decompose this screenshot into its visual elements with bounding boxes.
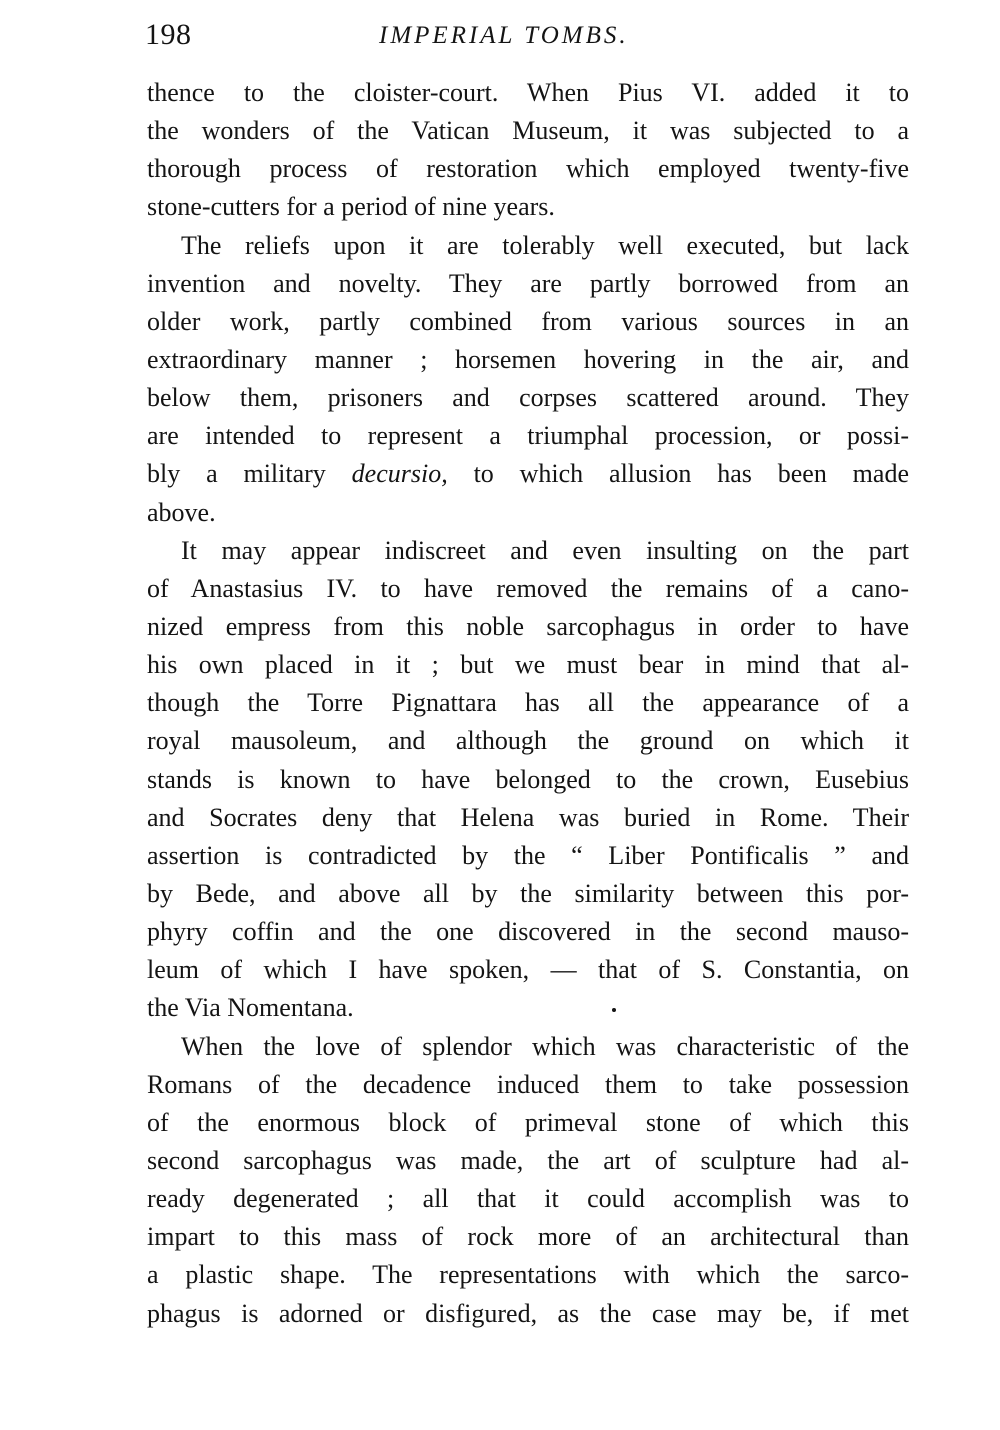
text-line: extraordinary manner ; horsemen hovering in the air, and: [147, 344, 909, 374]
paragraph-1: [147, 74, 909, 227]
text-line: his own placed in it ; but we must bear in mind that al-: [147, 650, 909, 680]
page-header: [143, 18, 913, 58]
text-line: above.: [147, 497, 216, 527]
text-line: though the Torre Pignattara has all the appearance of a: [147, 688, 909, 718]
text-line: below them, prisoners and corpses scattered around. They: [147, 383, 909, 413]
text-line: ready degenerated ; all that it could accomplish was to: [147, 1184, 909, 1214]
text-line: by Bede, and above all by the similarity between this por-: [147, 878, 909, 908]
text-line: invention and novelty. They are partly borrowed from an: [147, 268, 909, 298]
text-line: stands is known to have belonged to the crown, Eusebius: [147, 764, 909, 794]
paragraph-2: [147, 227, 909, 532]
text-line: When the love of splendor which was characteristic of the: [181, 1031, 909, 1061]
text-line: thence to the cloister-court. When Pius VI. added it to: [147, 78, 909, 107]
text-line: thorough process of restoration which employed twenty-five: [147, 154, 909, 184]
text-line: stone-cutters for a period of nine years.: [147, 192, 555, 222]
text-line: and Socrates deny that Helena was buried in Rome. Their: [147, 802, 909, 832]
text-line: leum of which I have spoken, — that of S. Constantia, on: [147, 955, 909, 985]
text-line: assertion is contradicted by the “ Liber Pontificalis ” and: [147, 840, 909, 870]
text-line: nized empress from this noble sarcophagus in order to have: [147, 611, 909, 641]
text-line: of Anastasius IV. to have removed the remains of a cano-: [147, 573, 909, 603]
stray-ink-dot: [612, 1008, 616, 1012]
body-text: [147, 74, 909, 1333]
text-line: phagus is adorned or disfigured, as the case may be, if met: [147, 1298, 909, 1328]
text-fragment: bly a military: [147, 459, 326, 489]
text-line: impart to this mass of rock more of an architectural than: [147, 1222, 909, 1252]
text-line: royal mausoleum, and although the ground on which it: [147, 726, 909, 756]
italic-term: decursio,: [351, 459, 448, 489]
paragraph-3: [147, 532, 909, 1028]
text-fragment: to which allusion has been made: [473, 459, 909, 489]
text-line: of the enormous block of primeval stone of which this: [147, 1107, 909, 1137]
text-line: [147, 455, 909, 493]
text-line: Romans of the decadence induced them to take possession: [147, 1069, 909, 1099]
text-line: a plastic shape. The representations with which the sarco-: [147, 1260, 909, 1290]
running-head: IMPERIAL TOMBS.: [379, 22, 629, 49]
paragraph-4: [147, 1028, 909, 1333]
text-line: The reliefs upon it are tolerably well executed, but lack: [181, 230, 909, 260]
text-line: second sarcophagus was made, the art of sculpture had al-: [147, 1145, 909, 1175]
page-number: 198: [145, 18, 192, 51]
text-line: It may appear indiscreet and even insulting on the part: [181, 535, 909, 565]
text-line: the Via Nomentana.: [147, 993, 354, 1023]
text-line: the wonders of the Vatican Museum, it was subjected to a: [147, 116, 909, 146]
text-line: phyry coffin and the one discovered in the second mauso-: [147, 917, 909, 947]
text-line: older work, partly combined from various sources in an: [147, 306, 909, 336]
text-line: are intended to represent a triumphal procession, or possi-: [147, 421, 909, 451]
